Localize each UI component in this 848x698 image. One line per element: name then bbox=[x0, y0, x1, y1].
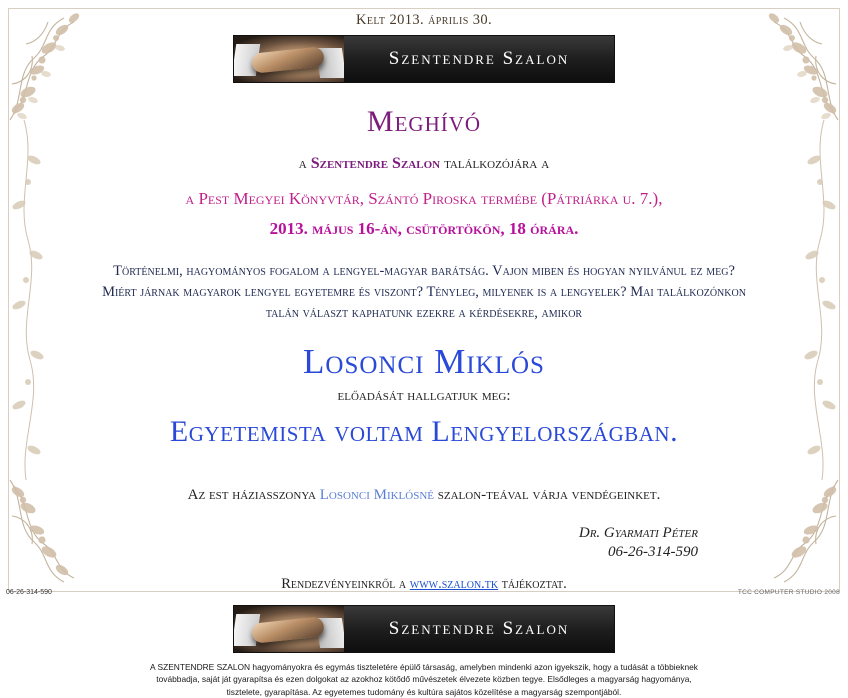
salon-banner-label: Szentendre Szalon bbox=[344, 36, 614, 82]
website-suffix: tájékoztat. bbox=[498, 575, 567, 592]
datetime-line: 2013. május 16-án, csütörtökön, 18 órára. bbox=[269, 219, 579, 238]
intro-paragraph: Történelmi, hagyományos fogalom a lengyel-magyar barátság. Vajon miben és hogyan nyilvánul ez meg? Miért járnak magyarok lengyel egyetemre és viszont? Tényleg, milyenek is a lengyelek? Mai találkozónkon talán választ kaphatunk ezekre a kérdésekre, amikor bbox=[102, 263, 746, 322]
handshake-photo-icon bbox=[234, 36, 344, 82]
vine-ornament-icon bbox=[10, 120, 50, 480]
invite-line bbox=[90, 155, 758, 173]
salon-banner-label: Szentendre Szalon bbox=[344, 606, 614, 652]
hostess-name: Losonci Miklósné bbox=[319, 487, 434, 504]
invite-salon-name: Szentendre Szalon bbox=[310, 155, 441, 172]
lecture-topic: Egyetemista voltam Lengyelországban. bbox=[169, 415, 679, 449]
vine-ornament-icon bbox=[798, 120, 838, 480]
invitation-content bbox=[90, 8, 758, 698]
venue-line: a Pest Megyei Könyvtár, Szántó Piroska termébe (Pátriárka u. 7.), bbox=[185, 189, 663, 208]
floral-ornament-icon bbox=[758, 476, 844, 596]
website-link[interactable]: www.szalon.tk bbox=[409, 575, 499, 592]
website-line bbox=[90, 576, 758, 593]
footer-phone: 06-26-314-590 bbox=[6, 589, 52, 596]
hostess-line bbox=[90, 487, 758, 504]
floral-ornament-icon bbox=[4, 4, 90, 124]
hostess-suffix: szalon-teával várja vendégeinket. bbox=[434, 487, 661, 504]
speaker-name: Losonci Miklós bbox=[303, 342, 545, 382]
speaker-subline: előadását hallgatjuk meg: bbox=[337, 388, 511, 405]
invite-suffix: találkozójára a bbox=[440, 155, 550, 172]
hostess-prefix: Az est háziasszonya bbox=[187, 487, 320, 504]
invite-prefix: a bbox=[298, 155, 311, 172]
signature-phone: 06-26-314-590 bbox=[608, 543, 698, 560]
handshake-photo-icon bbox=[234, 606, 344, 652]
floral-ornament-icon bbox=[758, 4, 844, 124]
footer-description: A SZENTENDRE SZALON hagyományokra és egymás tiszteletére épülő társaság, amelyben mindenki azon igyekszik, hogy a tudását a többieknek továbbadja, saját ját gyarapítsa és ezen dolgokat az azokhoz kötődő művészetek élvezete közben tegye. Elsődleges a magyarság hagyománya, tisztelete, gyarapítása. Az egyetemes tudomány és kultúra sajátos közelítése a magyarság szempontjából. bbox=[150, 661, 698, 697]
footer-credit: TCC COMPUTER STUDIO 2008 bbox=[737, 589, 840, 596]
salon-banner-bottom bbox=[233, 605, 615, 653]
signature-block bbox=[90, 524, 758, 562]
floral-ornament-icon bbox=[4, 476, 90, 596]
website-prefix: Rendezvényeinkről a bbox=[281, 575, 410, 592]
page-title: Meghívó bbox=[366, 105, 482, 138]
date-line: Kelt 2013. április 30. bbox=[355, 12, 493, 28]
salon-banner-top bbox=[233, 35, 615, 83]
signature-name: Dr. Gyarmati Péter bbox=[578, 525, 698, 542]
